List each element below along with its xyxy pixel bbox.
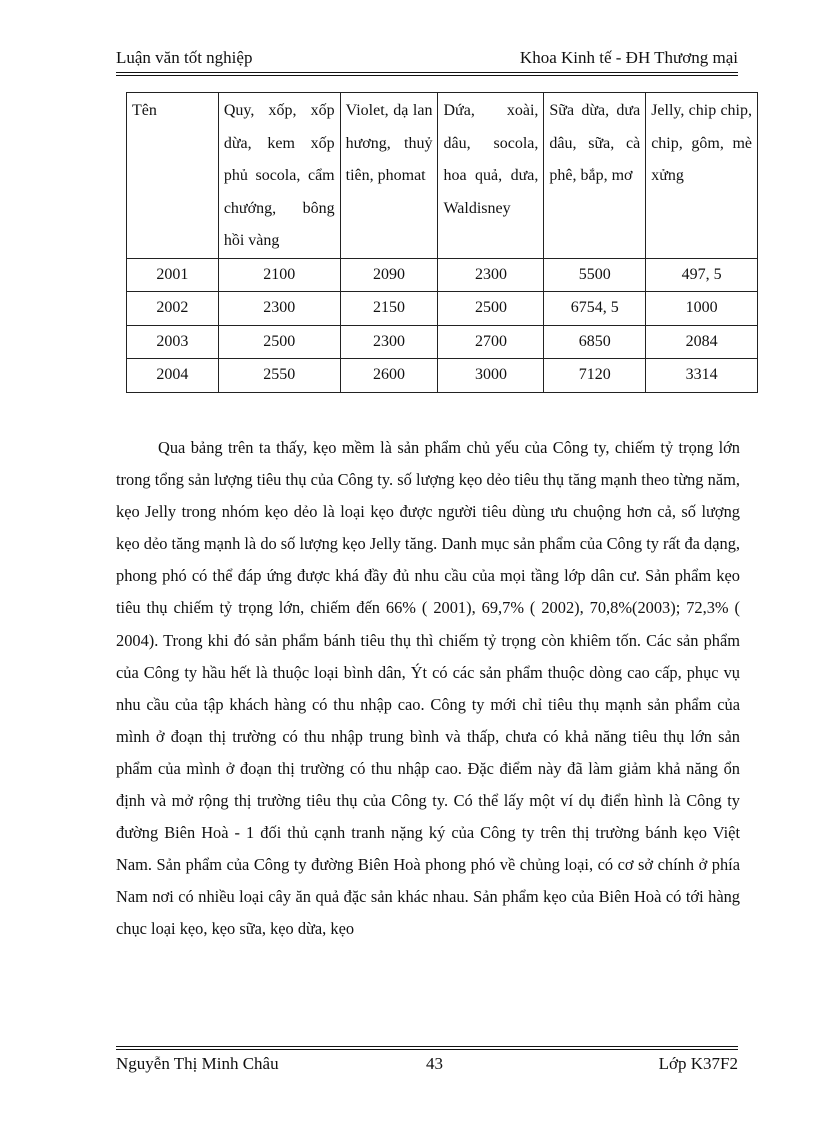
body-paragraph: Qua bảng trên ta thấy, kẹo mềm là sản phẩm chủ yếu của Công ty, chiếm tỷ trọng lớn trong tổng sản lượng tiêu thụ của Công ty. số lượng kẹo dẻo tiêu thụ tăng mạnh theo từng năm, kẹo Jelly trong nhóm kẹo dẻo là loại kẹo được người tiêu dùng ưu chuộng hơn cả, số lượng kẹo dẻo tăng mạnh là do số lượng kẹo Jelly tăng. Danh mục sản phẩm của Công ty rất đa dạng, phong phó có thể đáp ứng được khá đầy đủ nhu cầu của mọi tầng lớp dân cư. Sản phẩm kẹo tiêu thụ chiếm tỷ trọng lớn, chiếm đến 66% ( 2001), 69,7% ( 2002), 70,8%(2003); 72,3% ( 2004). Trong khi đó sản phẩm bánh tiêu thụ thì chiếm tỷ trọng còn khiêm tốn. Các sản phẩm của Công ty hầu hết là thuộc loại bình dân, Ýt có các sản phẩm thuộc dòng cao cấp, phục vụ nhu cầu của tập khách hàng có thu nhập cao. Công ty mới chỉ tiêu thụ mạnh sản phẩm của mình ở đoạn thị trường có thu nhập trung bình và thấp, chưa có khả năng tiêu thụ lớn sản phẩm của mình ở đoạn thị trường có thu nhập cao. Đặc điểm này đã làm giảm khả năng ổn định và mở rộng thị trường tiêu thụ của Công ty. Có thể lấy một ví dụ điển hình là Công ty đường Biên Hoà - 1 đối thủ cạnh tranh nặng ký của Công ty trên thị trường bánh kẹo Việt Nam. Sản phẩm của Công ty đường Biên Hoà phong phó về chủng loại, có cơ sở chính ở phía Nam nơi có nhiều loại cây ăn quả đặc sản khác nhau. Sản phẩm kẹo của Biên Hoà có tới hàng chục loại kẹo, kẹo sữa, kẹo dừa, kẹo bbox=[116, 438, 740, 939]
footer-rule bbox=[116, 1046, 738, 1050]
table-header-row bbox=[127, 93, 758, 259]
table-row-year: 2001 bbox=[127, 258, 219, 292]
table-header-cell: Jelly, chip chip, chip, gôm, mè xửng bbox=[646, 93, 758, 259]
table-cell: 2500 bbox=[218, 325, 340, 359]
table-cell: 2100 bbox=[218, 258, 340, 292]
product-table bbox=[126, 92, 758, 393]
table-row bbox=[127, 258, 758, 292]
table-header-label: Tên bbox=[127, 93, 219, 259]
table-header-cell: Quy, xốp, xốp dừa, kem xốp phủ socola, cẩm chướng, bông hồi vàng bbox=[218, 93, 340, 259]
table-header-cell: Dứa, xoài, dâu, socola, hoa quả, dưa, Waldisney bbox=[438, 93, 544, 259]
table-cell: 497, 5 bbox=[646, 258, 758, 292]
table-cell: 2600 bbox=[340, 359, 438, 393]
table-cell: 2550 bbox=[218, 359, 340, 393]
table-cell: 3000 bbox=[438, 359, 544, 393]
table-cell: 2700 bbox=[438, 325, 544, 359]
table-cell: 1000 bbox=[646, 292, 758, 326]
footer-author: Nguyễn Thị Minh Châu bbox=[116, 1054, 279, 1073]
table-cell: 2300 bbox=[340, 325, 438, 359]
footer-class: Lớp K37F2 bbox=[658, 1054, 738, 1073]
header-rule bbox=[116, 72, 738, 76]
header-thesis-label: Luận văn tốt nghiệp bbox=[116, 48, 253, 67]
table-cell: 3314 bbox=[646, 359, 758, 393]
table-row-year: 2002 bbox=[127, 292, 219, 326]
table-cell: 6754, 5 bbox=[544, 292, 646, 326]
table-cell: 2150 bbox=[340, 292, 438, 326]
table-cell: 2090 bbox=[340, 258, 438, 292]
table-row bbox=[127, 292, 758, 326]
table-row-year: 2003 bbox=[127, 325, 219, 359]
page-number: 43 bbox=[426, 1054, 443, 1073]
table-row bbox=[127, 359, 758, 393]
table-cell: 6850 bbox=[544, 325, 646, 359]
page-footer bbox=[116, 1054, 738, 1078]
table-cell: 7120 bbox=[544, 359, 646, 393]
table-cell: 2300 bbox=[218, 292, 340, 326]
table-header-cell: Sữa dừa, dưa dâu, sữa, cà phê, bắp, mơ bbox=[544, 93, 646, 259]
page-header bbox=[116, 48, 738, 72]
table-row-year: 2004 bbox=[127, 359, 219, 393]
table-cell: 5500 bbox=[544, 258, 646, 292]
table-row bbox=[127, 325, 758, 359]
body-text bbox=[116, 432, 740, 946]
header-faculty-label: Khoa Kinh tế - ĐH Thương mại bbox=[519, 48, 738, 67]
table-cell: 2300 bbox=[438, 258, 544, 292]
table-header-cell: Violet, dạ lan hương, thuỷ tiên, phomat bbox=[340, 93, 438, 259]
table-cell: 2500 bbox=[438, 292, 544, 326]
table-cell: 2084 bbox=[646, 325, 758, 359]
